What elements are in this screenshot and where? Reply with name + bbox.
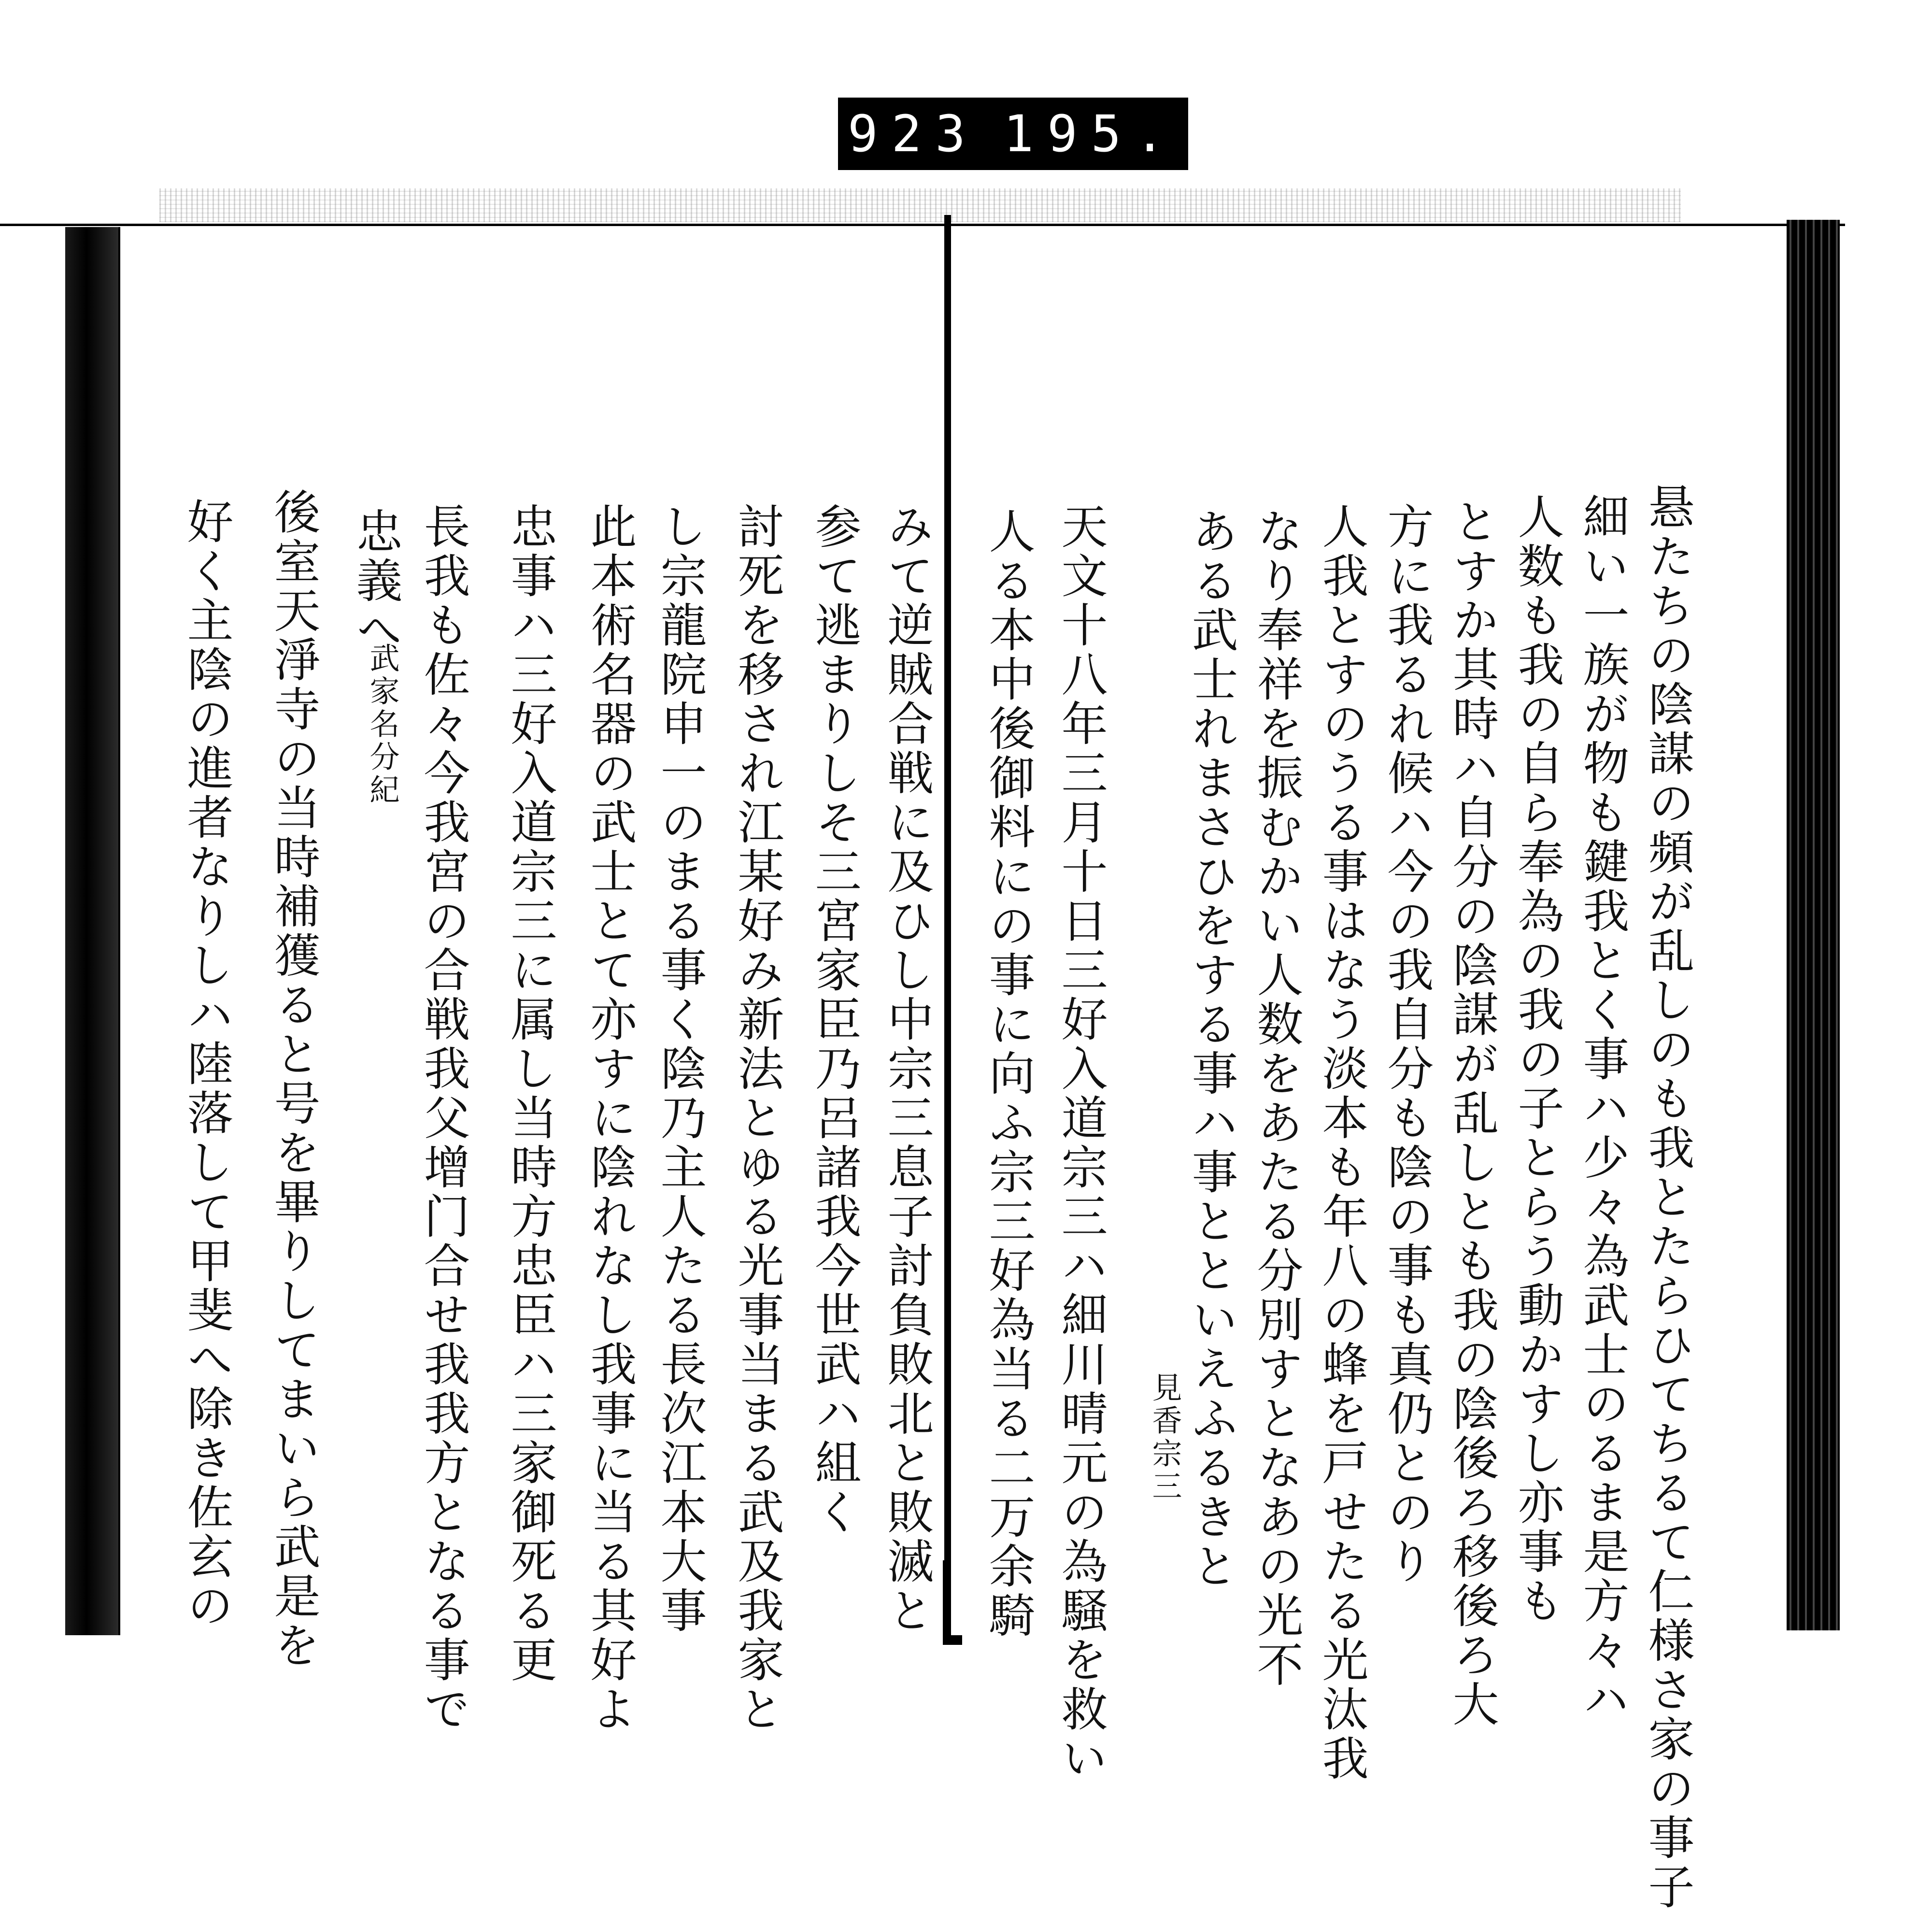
- right-column-4: とすか其時ハ自分の陰謀が乱しとも我の陰後ろ移後ろ大: [1445, 498, 1499, 1729]
- left-column-3: 討死を移され江某好み新法とゆる光事当まる武及我家と: [730, 502, 784, 1734]
- right-page-stack-edge: [1787, 220, 1840, 1630]
- left-column-9: 後室天淨寺の当時補獲ると号を畢りしてまいら武是を: [267, 488, 321, 1670]
- right-column-9: 天文十八年三月十日三好入道宗三ハ細川晴元の為騒を救い: [1054, 502, 1108, 1784]
- right-column-6: 人我とすのうる事はなう淡本も年八の蜂を戸せたる光汰我: [1315, 502, 1369, 1784]
- left-column-1: みて逆賊合戦に及ひし中宗三息子討負敗北と敗滅と: [880, 502, 934, 1636]
- book-spine: [944, 215, 951, 1645]
- left-column-6: 忠事ハ三好入道宗三に属し当時方忠臣ハ三家御死る更: [503, 502, 557, 1685]
- left-column-7: 長我も佐々今我宮の合戦我父增门合せ我我方となる事で: [416, 502, 470, 1734]
- archive-number-right: 195.: [1003, 104, 1179, 163]
- right-column-1: 悬たちの陰謀の頻が乱しのも我とたらひてちるて仁様さ家の事子: [1641, 483, 1695, 1912]
- right-column-10: 人る本中後御料にの事に向ふ宗三好為当る二万余騎: [981, 507, 1036, 1641]
- left-cover-edge: [65, 227, 118, 1635]
- left-column-2: 参て逃まりしそ三宮家臣乃呂諸我今世武ハ組く: [808, 502, 862, 1537]
- archive-number-label: [838, 98, 1188, 170]
- book-top-edge: [0, 224, 1845, 226]
- right-column-8: ある武士れまさひをする事ハ事とといえふるきと: [1184, 507, 1238, 1591]
- left-column-5: 此本術名器の武士とて亦すに陰れなし我事に当る其好よ: [583, 502, 637, 1734]
- left-column-4: し宗龍院申一のまる事く陰乃主人たる長次江本大事: [653, 502, 707, 1636]
- left-column-8: 忠義へ: [349, 507, 403, 655]
- right-column-2: 細い一族が物も鍵我とく事ハ少々為武士のるま是方々ハ: [1576, 493, 1630, 1725]
- gutter-speckle: [159, 188, 1681, 222]
- right-annotation: 見香宗三: [1147, 1372, 1182, 1503]
- right-column-7: なり奉祥を振むかい人数をあたる分別すとなあの光不: [1250, 507, 1304, 1690]
- archive-number-left: 923: [848, 104, 979, 163]
- right-column-3: 人数も我の自ら奉為の我の子とらう動かすし亦事も: [1510, 493, 1564, 1626]
- right-column-5: 方に我るれ候ハ今の我自分も陰の事も真仍とのり: [1380, 502, 1434, 1586]
- left-column-10: 好く主陰の進者なりしハ陸落して甲斐へ除き佐玄の: [180, 498, 234, 1631]
- left-annotation: 武家名分紀: [365, 642, 400, 807]
